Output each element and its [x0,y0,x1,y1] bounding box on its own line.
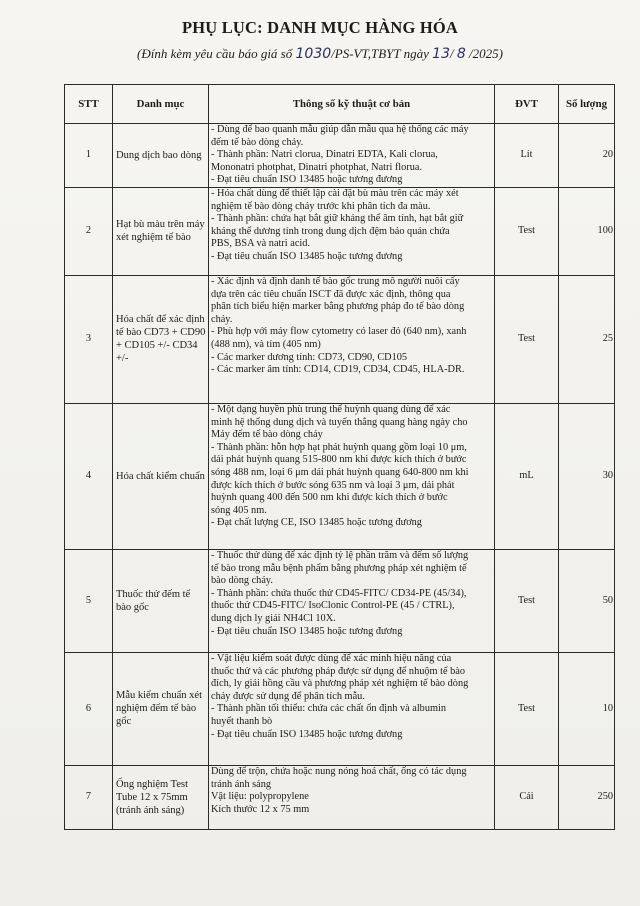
spec-line: Mononatri photphat, Dinatri photphat, Natri florua. [211,161,423,173]
table-row [65,549,615,652]
handwritten-doc-number: 1030 [295,46,332,62]
cell-quantity: 30 [559,403,615,549]
spec-line: dung dịch ly giải NH4Cl 10X. [211,612,336,624]
cell-category: Hóa chất để xác định tế bào CD73 + CD90 + CD105 +/- CD34 +/- [113,275,209,403]
spec-line: - Thuốc thử dùng để xác định tỷ lệ phần trăm và đếm số lượng [211,549,469,561]
cell-unit: Lít [495,124,559,188]
header-stt: STT [65,85,113,124]
spec-line: sóng 405 nm. [211,504,267,516]
cell-stt: 3 [65,275,113,403]
cell-specs [209,652,495,765]
cell-stt: 7 [65,765,113,829]
cell-specs [209,765,495,829]
handwritten-day: 13 [432,46,450,62]
spec-line: sóng 488 nm, loại 6 μm dải phát huỳnh quang 640-800 nm khi [211,466,469,478]
spec-line: (488 nm), và tím (405 nm) [211,338,321,350]
cell-category: Ống nghiệm Test Tube 12 x 75mm (tránh ánh sáng) [113,765,209,829]
table-row [65,403,615,549]
cell-unit: Test [495,275,559,403]
handwritten-month: 8 [456,46,466,62]
spec-line: - Các marker âm tính: CD14, CD19, CD34, CD45, HLA-DR. [211,364,465,376]
cell-stt: 2 [65,187,113,275]
spec-line: Kích thước 12 x 75 mm [211,803,310,815]
subtitle-suffix: /2025) [469,46,503,61]
table-row [65,275,615,403]
cell-category: Mẫu kiểm chuẩn xét nghiệm đếm tế bào gốc [113,652,209,765]
spec-line: PBS, BSA và natri acid. [211,238,310,250]
spec-line: dựa trên các tiêu chuẩn ISCT đã được xác định, thông qua [211,288,451,300]
spec-line: phân tích biểu hiện marker bằng phương pháp đo tế bào dòng [211,301,465,313]
table-row [65,187,615,275]
header-category: Danh mục [113,85,209,124]
cell-unit: mL [495,403,559,549]
spec-line: chảy được sử dụng để phân tích mẫu. [211,690,365,702]
table-row [65,124,615,188]
cell-quantity: 250 [559,765,615,829]
cell-specs [209,403,495,549]
cell-unit: Cái [495,765,559,829]
cell-category: Hóa chất kiểm chuẩn [113,403,209,549]
spec-line: dải phát huỳnh quang 515-800 nm khi được kích thích ở bước [211,454,467,466]
spec-line: Dùng để trộn, chứa hoặc nung nóng hoá chất, ống có tác dụng [211,765,467,777]
spec-line: - Một dạng huyền phù trung thể huỳnh quang dùng để xác [211,403,451,415]
spec-line: - Đạt tiêu chuẩn ISO 13485 hoặc tương đương [211,250,403,262]
spec-line: được kích thích ở bước sóng 635 nm và loại 3 μm, dải phát [211,479,455,491]
spec-line: - Xác định và định danh tế bào gốc trung mô người nuôi cấy [211,275,460,287]
cell-unit: Test [495,187,559,275]
table-row [65,765,615,829]
cell-stt: 6 [65,652,113,765]
spec-line: nghiệm tế bào dòng chảy trước khi phân tích đa màu. [211,200,431,212]
cell-category: Thuốc thử đếm tế bào gốc [113,549,209,652]
goods-table [64,84,615,830]
spec-line: huỳnh quang 400 đến 500 nm khi được kích thích ở bước [211,492,448,504]
header-unit: ĐVT [495,85,559,124]
spec-line: - Thành phần: chứa hạt bắt giữ kháng thể âm tính, hạt bắt giữ [211,213,464,225]
spec-line: - Đạt tiêu chuẩn ISO 13485 hoặc tương đương [211,625,403,637]
cell-stt: 5 [65,549,113,652]
spec-line: - Các marker dương tính: CD73, CD90, CD105 [211,351,408,363]
cell-category: Hạt bù màu trên máy xét nghiệm tế bào [113,187,209,275]
cell-quantity: 25 [559,275,615,403]
spec-line: minh hệ thống dung dịch và tuyến thẳng quang hàng ngày cho [211,416,468,428]
spec-line: - Vật liệu kiểm soát được dùng để xác minh hiệu năng của [211,652,452,664]
cell-specs [209,124,495,188]
spec-line: - Thành phần: chứa thuốc thử CD45-FITC/ CD34-PE (45/34), [211,587,467,599]
spec-line: đếm tế bào dòng chảy. [211,136,304,148]
cell-stt: 1 [65,124,113,188]
spec-line: đích, ly giải hồng cầu và phương pháp xét nghiệm tế bào dòng [211,678,469,690]
subtitle-prefix: (Đính kèm yêu cầu báo giá số [137,46,293,61]
cell-quantity: 100 [559,187,615,275]
cell-quantity: 10 [559,652,615,765]
table-header-row [65,85,615,124]
spec-line: chảy. [211,313,233,325]
cell-specs [209,275,495,403]
spec-line: - Thành phần: Natri clorua, Dinatri EDTA, Kali clorua, [211,149,438,161]
cell-unit: Test [495,652,559,765]
spec-line: - Đạt tiêu chuẩn ISO 13485 hoặc tương đương [211,174,403,186]
spec-line: kháng thể dương tính trong dung dịch đệm bảo quản chứa [211,225,450,237]
header-specs: Thông số kỹ thuật cơ bản [209,85,495,124]
spec-line: Vật liệu: polypropylene [211,791,309,803]
spec-line: tế bào trong mẫu bệnh phẩm bằng phương pháp xét nghiệm tế [211,562,467,574]
cell-specs [209,187,495,275]
page-subtitle: (Đính kèm yêu cầu báo giá số 1030/PS-VT,TBYT ngày 13/ 8 /2025) [137,46,503,62]
spec-line: Máy đếm tế bào dòng chảy [211,429,323,441]
spec-line: huyết thanh bò [211,715,273,727]
spec-line: thuốc thử CD45-FITC/ IsoClonic Control-PE (45 / CTRL), [211,600,455,612]
spec-line: - Phù hợp với máy flow cytometry có laser đỏ (640 nm), xanh [211,326,467,338]
cell-stt: 4 [65,403,113,549]
spec-line: - Thành phần tối thiểu: chứa các chất ổn định và albumin [211,703,446,715]
spec-line: bào dòng chảy. [211,575,273,587]
subtitle-mid: /PS-VT,TBYT ngày [331,46,429,61]
cell-quantity: 50 [559,549,615,652]
page-title: PHỤ LỤC: DANH MỤC HÀNG HÓA [181,18,459,37]
table-row [65,652,615,765]
cell-unit: Test [495,549,559,652]
spec-line: thuốc thử và các phương pháp được sử dụng để nhuộm tế bào [211,665,465,677]
cell-specs [209,549,495,652]
spec-line: tránh ánh sáng [211,778,272,790]
spec-line: - Thành phần: hỗn hợp hạt phát huỳnh quang gồm loại 10 μm, [211,441,467,453]
header-quantity: Số lượng [559,85,615,124]
spec-line: - Dùng để bao quanh mẫu giúp dẫn mẫu qua hệ thống các máy [211,124,469,135]
spec-line: - Hóa chất dùng để thiết lập cài đặt bù màu trên các máy xét [211,187,459,199]
cell-quantity: 20 [559,124,615,188]
spec-line: - Đạt chất lượng CE, ISO 13485 hoặc tương đương [211,517,422,529]
spec-line: - Đạt tiêu chuẩn ISO 13485 hoặc tương đương [211,728,403,740]
cell-category: Dung dịch bao dòng [113,124,209,188]
